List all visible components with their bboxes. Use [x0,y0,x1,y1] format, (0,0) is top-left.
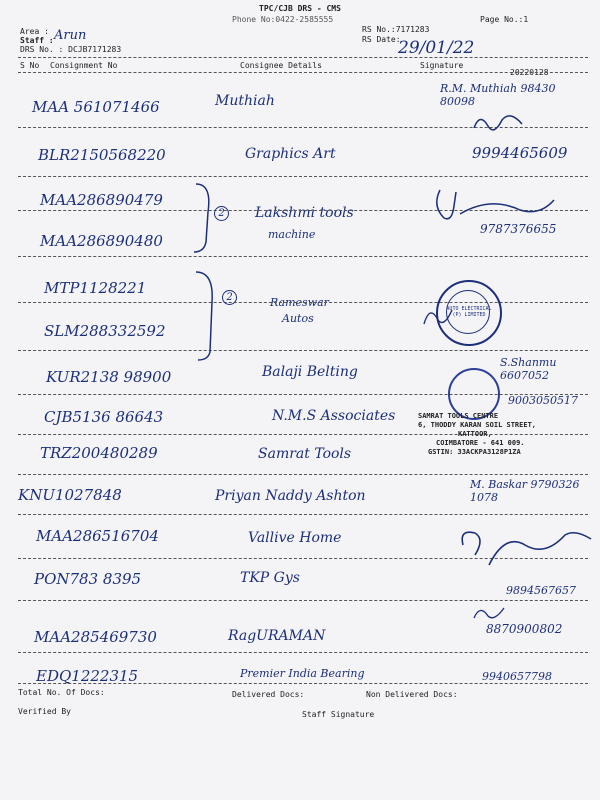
receiver-phone: 9894567657 [506,584,576,597]
drs-number: DRS No. : DCJB7171283 [20,45,122,54]
receiver-signature: S.Shanmu 6607052 [500,356,557,382]
receiver-signature: M. Baskar 9790326 1078 [470,478,580,504]
rs-number: RS No.:7171283 [362,25,430,34]
staff-signature-label: Staff Signature [302,710,375,719]
consignment-no: TRZ200480289 [40,444,158,462]
consignee-name: Balaji Belting [262,364,358,380]
signature-scribble [470,108,530,138]
consignee-name: Premier India Bearing [240,667,365,680]
consignee-name: Muthiah [215,93,275,109]
area-label: Area : [20,27,49,36]
receiver-phone: 9994465609 [472,144,568,162]
consignee-name: RagURAMAN [228,628,326,644]
row-divider [18,652,588,653]
signature-scribble [470,600,510,624]
consignment-no: MAA286890480 [40,232,163,250]
col-signature: Signature [420,61,464,70]
consignment-no: KUR2138 98900 [46,368,172,386]
page-number: Page No.:1 [480,15,529,24]
row-divider [18,683,588,684]
consignment-no: MAA286516704 [36,527,159,545]
consignment-no: MTP1128221 [44,279,147,297]
col-consignee: Consignee Details [240,61,322,70]
stamp-line: COIMBATORE - 641 009. [436,439,525,447]
group-mark: 2 [222,290,237,305]
stamp-line: 6, THODDY KARAN SOIL STREET, [418,421,537,429]
stamp-line: SAMRAT TOOLS CENTRE [418,412,499,420]
col-consignment: Consignment No [50,61,118,70]
consignment-no: MAA286890479 [40,191,163,209]
non-delivered-docs-label: Non Delivered Docs: [366,690,458,699]
consignment-no: PON783 8395 [34,570,142,588]
row-divider [18,514,588,515]
column-rule [18,72,588,73]
company-stamp [436,280,502,346]
row-divider [18,394,588,395]
consignee-name: Graphics Art [245,146,336,162]
consignee-name: N.M.S Associates [272,408,396,424]
consignee-name: machine [268,228,316,241]
staff-label: Staff : [20,36,54,45]
consignee-name: Lakshmi tools [255,205,354,221]
consignee-name: TKP Gys [240,570,300,586]
consignment-no: BLR2150568220 [38,146,166,164]
consignment-no: KNU1027848 [18,486,122,504]
signature-scribble [455,525,595,580]
col-sno: S No [20,61,40,70]
consignment-no: CJB5136 86643 [44,408,164,426]
consignment-no: MAA285469730 [34,628,157,646]
stamp-text: AUTO ELECTRICAL (P) LIMITED [446,306,492,318]
receiver-phone: 9003050517 [508,394,578,407]
consignee-name: Samrat Tools [258,446,352,462]
receiver-signature: R.M. Muthiah 98430 80098 [440,82,556,108]
samrat-stamp [418,412,536,457]
staff-name-handwritten: Arun [54,28,87,43]
signature-scribble [430,186,560,226]
total-docs-label: Total No. Of Docs: [18,688,105,697]
receiver-phone: 8870900802 [486,622,563,636]
rs-date-handwritten: 29/01/22 [398,38,475,58]
consignment-no: SLM288332592 [44,322,166,340]
verified-by-label: Verified By [18,707,71,716]
rs-date-label: RS Date: [362,35,401,44]
delivered-docs-label: Delivered Docs: [232,690,305,699]
consignment-no: EDQ1222315 [36,667,139,685]
row-divider [18,302,588,303]
consignee-name: Rameswar [270,296,329,309]
sheet-title: TPC/CJB DRS - CMS [259,4,341,13]
row-divider [18,176,588,177]
stamp-line: GSTIN: 33ACKPA3128P1ZA [428,448,521,456]
row-divider [18,256,588,257]
receiver-phone: 9787376655 [480,222,557,236]
print-date: 20220128 [510,68,549,77]
consignee-name: Autos [282,312,314,325]
consignment-no: MAA 561071466 [32,98,160,116]
phone-number: Phone No:0422-2585555 [232,15,334,24]
header-rule [18,57,588,58]
consignee-name: Vallive Home [248,530,342,546]
row-divider [18,474,588,475]
row-divider [18,350,588,351]
stamp-line: KATTOOR, [458,430,492,438]
receiver-phone: 9940657798 [482,670,552,683]
consignee-name: Priyan Naddy Ashton [215,488,366,504]
group-mark: 2 [214,206,229,221]
